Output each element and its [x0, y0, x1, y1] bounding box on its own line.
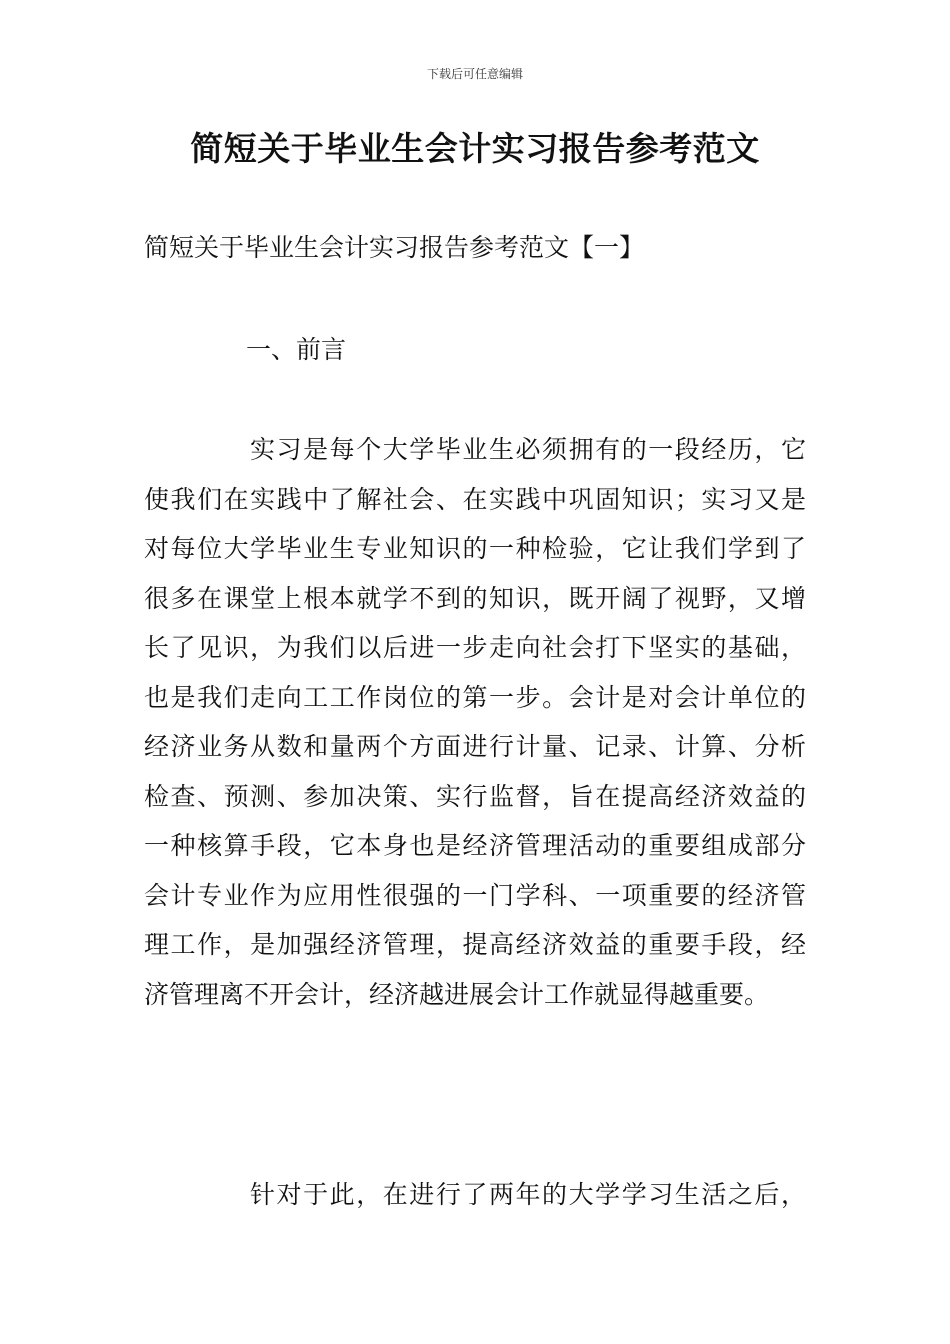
paragraph-line: 对每位大学毕业生专业知识的一种检验，它让我们学到了 [144, 534, 806, 563]
paragraph-line: 长了见识，为我们以后进一步走向社会打下坚实的基础， [144, 633, 806, 662]
paragraph-line: 一种核算手段，它本身也是经济管理活动的重要组成部分 [144, 831, 806, 860]
paragraph-line: 济管理离不开会计，经济越进展会计工作就显得越重要。 [144, 979, 770, 1009]
paragraph-line: 经济业务从数和量两个方面进行计量、记录、计算、分析 [144, 732, 806, 761]
paragraph-continuation [144, 1170, 806, 1220]
paragraph-preface [144, 425, 806, 1019]
paragraph-line: 实习是每个大学毕业生必须拥有的一段经历，它 [250, 435, 806, 464]
paragraph-line: 理工作，是加强经济管理，提高经济效益的重要手段，经 [144, 930, 806, 959]
paragraph-line: 也是我们走向工工作岗位的第一步。会计是对会计单位的 [144, 682, 806, 712]
paragraph-line: 很多在课堂上根本就学不到的知识，既开阔了视野，又增 [144, 583, 806, 613]
paragraph-line: 检查、预测、参加决策、实行监督，旨在提高经济效益的 [144, 781, 806, 811]
subtitle: 简短关于毕业生会计实习报告参考范文【一】 [144, 233, 645, 262]
paragraph-line: 针对于此，在进行了两年的大学学习生活之后， [250, 1180, 806, 1209]
header-note: 下载后可任意编辑 [426, 67, 523, 81]
document-title: 简短关于毕业生会计实习报告参考范文 [190, 129, 760, 168]
paragraph-line: 会计专业作为应用性很强的一门学科、一项重要的经济管 [144, 880, 806, 910]
section-heading-preface: 一、前言 [246, 335, 347, 364]
paragraph-line: 使我们在实践中了解社会、在实践中巩固知识；实习又是 [144, 484, 806, 514]
